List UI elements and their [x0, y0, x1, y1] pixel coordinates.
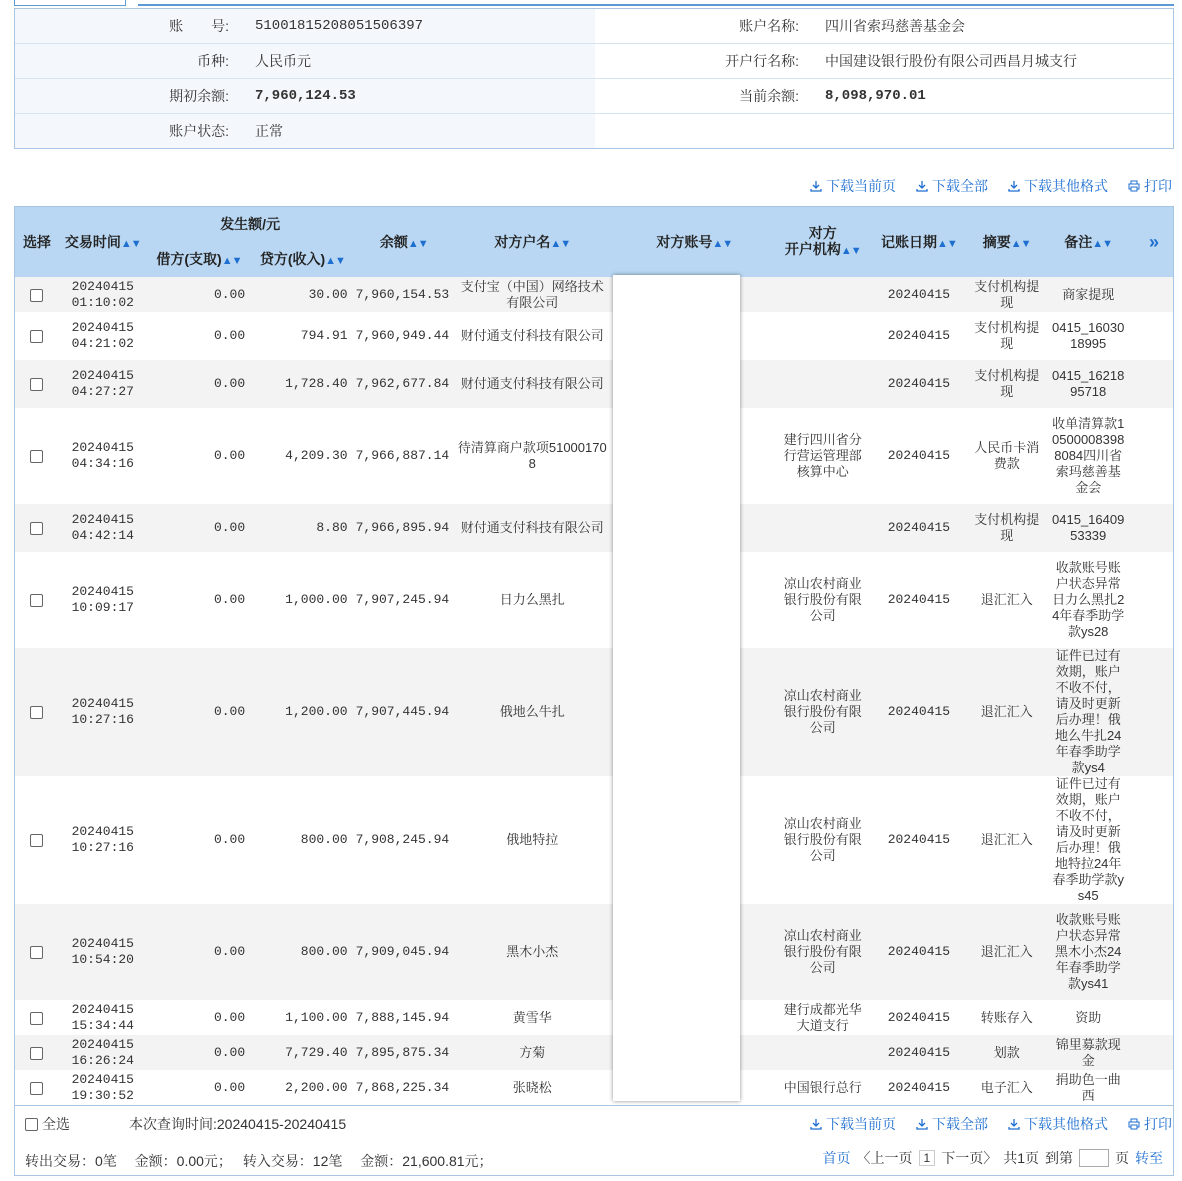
- current-page: 1: [919, 1150, 936, 1166]
- cell-bank: [778, 504, 868, 552]
- cell-name: 支付宝（中国）网络技术有限公司: [454, 277, 611, 312]
- cell-debit: 0.00: [147, 648, 252, 776]
- goto-label: 到第: [1045, 1150, 1073, 1166]
- cell-note: 证件已过有效期，账户不收不付，请及时更新后办理！俄地么牛扎24年春季助学款ys4: [1043, 648, 1133, 776]
- cell-time: 20240415 10:54:20: [59, 904, 147, 1000]
- cell-summary: 退汇汇入: [970, 648, 1043, 776]
- cell-select: [15, 648, 59, 776]
- pagination: [823, 1148, 1163, 1168]
- transaction-rows: [15, 277, 1174, 1105]
- cell-balance: 7,907,445.94: [354, 648, 454, 776]
- print-link[interactable]: 打印: [1128, 176, 1172, 196]
- select-all-label: 全选: [42, 1116, 70, 1132]
- cell-note: 锦里募款现金: [1043, 1035, 1133, 1070]
- cell-post: 20240415: [868, 904, 970, 1000]
- cell-name: 俄地么牛扎: [454, 648, 611, 776]
- cell-note: 证件已过有效期，账户不收不付，请及时更新后办理！俄地特拉24年春季助学款ys45: [1043, 776, 1133, 904]
- download-other-format-link[interactable]: 下载其他格式: [1008, 176, 1108, 196]
- cell-spacer: [1133, 1070, 1174, 1105]
- table-row[interactable]: [15, 776, 1174, 904]
- cell-select: [15, 312, 59, 360]
- cell-note: 0415_1621895718: [1043, 360, 1133, 408]
- cell-credit: 1,728.40: [251, 360, 353, 408]
- cell-time: 20240415 15:34:44: [59, 1000, 147, 1035]
- account-status-value: 正常: [245, 114, 595, 148]
- tab-underline: [138, 4, 1174, 6]
- cell-post: 20240415: [868, 776, 970, 904]
- cell-post: 20240415: [868, 1035, 970, 1070]
- download-icon: [1008, 180, 1020, 192]
- row-checkbox[interactable]: [30, 378, 43, 391]
- cell-summary: 人民币卡消费款: [970, 408, 1043, 504]
- table-row[interactable]: [15, 904, 1174, 1000]
- table-row[interactable]: [15, 1000, 1174, 1035]
- cell-post: 20240415: [868, 360, 970, 408]
- cell-balance: 7,960,949.44: [354, 312, 454, 360]
- download-icon: [916, 180, 928, 192]
- download-icon: [810, 180, 822, 192]
- account-name-label: 账户名称:: [739, 18, 799, 34]
- cell-bank: 凉山农村商业银行股份有限公司: [778, 552, 868, 648]
- total-pages: 共1页: [1003, 1150, 1039, 1166]
- table-row[interactable]: [15, 1035, 1174, 1070]
- cell-debit: 0.00: [147, 1035, 252, 1070]
- cell-select: [15, 904, 59, 1000]
- cell-debit: 0.00: [147, 277, 252, 312]
- cell-spacer: [1133, 312, 1174, 360]
- table-row[interactable]: [15, 408, 1174, 504]
- cell-bank: 凉山农村商业银行股份有限公司: [778, 648, 868, 776]
- cell-debit: 0.00: [147, 312, 252, 360]
- cell-balance: 7,907,245.94: [354, 552, 454, 648]
- cell-credit: 4,209.30: [251, 408, 353, 504]
- cell-credit: 1,200.00: [251, 648, 353, 776]
- cell-time: 20240415 04:21:02: [59, 312, 147, 360]
- cell-post: 20240415: [868, 408, 970, 504]
- cell-time: 20240415 04:34:16: [59, 408, 147, 504]
- opening-balance-value: 7,960,124.53: [245, 79, 595, 113]
- cell-spacer: [1133, 504, 1174, 552]
- cell-bank: [778, 277, 868, 312]
- row-checkbox[interactable]: [30, 450, 43, 463]
- cell-credit: 7,729.40: [251, 1035, 353, 1070]
- cell-name: 财付通支付科技有限公司: [454, 312, 611, 360]
- cell-debit: 0.00: [147, 408, 252, 504]
- table-row[interactable]: [15, 552, 1174, 648]
- currency-label: 币种:: [15, 44, 245, 78]
- currency-value: 人民币元: [245, 44, 595, 78]
- account-status-label: 账户状态:: [15, 114, 245, 148]
- cell-summary: 划款: [970, 1035, 1043, 1070]
- table-row[interactable]: [15, 277, 1174, 312]
- cell-time: 20240415 10:27:16: [59, 776, 147, 904]
- bank-name-label: 开户行名称:: [725, 53, 799, 69]
- printer-icon: [1128, 180, 1140, 192]
- cell-debit: 0.00: [147, 1000, 252, 1035]
- cell-time: 20240415 10:27:16: [59, 648, 147, 776]
- cell-balance: 7,888,145.94: [354, 1000, 454, 1035]
- account-name-value: 四川省索玛慈善基金会: [825, 18, 965, 34]
- cell-time: 20240415 10:09:17: [59, 552, 147, 648]
- cell-note: 捐助色一曲西: [1043, 1070, 1133, 1105]
- col-amount-group: 发生额/元: [147, 207, 354, 241]
- prev-page-link[interactable]: 〈上一页: [856, 1150, 913, 1166]
- cell-note: 0415_1603018995: [1043, 312, 1133, 360]
- current-balance-label: 当前余额:: [739, 88, 799, 104]
- transaction-table: [15, 207, 1174, 1105]
- col-select: 选择: [15, 207, 59, 277]
- download-icon: [810, 1118, 822, 1130]
- col-counterparty-bank[interactable]: 对方 开户机构▲▼: [778, 207, 868, 277]
- cell-select: [15, 504, 59, 552]
- cell-select: [15, 776, 59, 904]
- cell-note: 资助: [1043, 1000, 1133, 1035]
- cell-summary: 支付机构提现: [970, 277, 1043, 312]
- cell-name: 日力么黑扎: [454, 552, 611, 648]
- cell-select: [15, 552, 59, 648]
- table-row[interactable]: [15, 312, 1174, 360]
- cell-select: [15, 360, 59, 408]
- cell-bank: [778, 1035, 868, 1070]
- cell-bank: 凉山农村商业银行股份有限公司: [778, 904, 868, 1000]
- sort-icon: ▲▼: [221, 255, 242, 267]
- bank-name-value: 中国建设银行股份有限公司西昌月城支行: [825, 53, 1077, 69]
- cell-note: 收单清算款105000083988084四川省索玛慈善基金会: [1043, 408, 1133, 504]
- download-all-link[interactable]: 下载全部: [916, 1114, 988, 1134]
- cell-post: 20240415: [868, 552, 970, 648]
- cell-debit: 0.00: [147, 504, 252, 552]
- cell-name: 财付通支付科技有限公司: [454, 504, 611, 552]
- cell-balance: 7,868,225.34: [354, 1070, 454, 1105]
- cell-bank: 建行成都光华大道支行: [778, 1000, 868, 1035]
- col-time[interactable]: 交易时间▲▼: [59, 207, 147, 277]
- col-counterparty-account[interactable]: 对方账号▲▼: [611, 207, 778, 277]
- cell-credit: 794.91: [251, 312, 353, 360]
- sort-icon: ▲▼: [712, 238, 733, 250]
- sort-icon: ▲▼: [1010, 238, 1031, 250]
- cell-spacer: [1133, 1000, 1174, 1035]
- cell-summary: 转账存入: [970, 1000, 1043, 1035]
- sort-icon: ▲▼: [325, 255, 345, 267]
- cell-spacer: [1133, 277, 1174, 312]
- sort-icon: ▲▼: [937, 238, 957, 250]
- cell-credit: 8.80: [251, 504, 353, 552]
- cell-summary: 支付机构提现: [970, 504, 1043, 552]
- cell-balance: 7,895,875.34: [354, 1035, 454, 1070]
- cell-debit: 0.00: [147, 360, 252, 408]
- cell-spacer: [1133, 552, 1174, 648]
- cell-spacer: [1133, 648, 1174, 776]
- cell-debit: 0.00: [147, 776, 252, 904]
- cell-credit: 1,000.00: [251, 552, 353, 648]
- active-tab[interactable]: [14, 0, 126, 6]
- cell-balance: 7,908,245.94: [354, 776, 454, 904]
- download-page-link[interactable]: 下载当前页: [810, 176, 896, 196]
- cell-debit: 0.00: [147, 904, 252, 1000]
- current-balance-value: 8,098,970.01: [825, 88, 926, 104]
- download-other-format-link[interactable]: 下载其他格式: [1008, 1114, 1108, 1134]
- sort-icon: ▲▼: [1092, 238, 1113, 250]
- next-page-link[interactable]: 下一页〉: [941, 1150, 998, 1166]
- sort-icon: ▲▼: [407, 238, 428, 250]
- row-checkbox[interactable]: [30, 1082, 43, 1095]
- cell-debit: 0.00: [147, 1070, 252, 1105]
- cell-bank: [778, 312, 868, 360]
- cell-spacer: [1133, 360, 1174, 408]
- cell-summary: 支付机构提现: [970, 312, 1043, 360]
- cell-balance: 7,960,154.53: [354, 277, 454, 312]
- cell-name: 黄雪华: [454, 1000, 611, 1035]
- table-row[interactable]: [15, 1070, 1174, 1105]
- printer-icon: [1128, 1118, 1140, 1130]
- print-link[interactable]: 打印: [1128, 1114, 1172, 1134]
- top-tab-strip: [14, 0, 1174, 6]
- cell-post: 20240415: [868, 277, 970, 312]
- sort-icon: ▲▼: [840, 245, 861, 257]
- col-summary[interactable]: 摘要▲▼: [970, 207, 1043, 277]
- query-time: 本次查询时间:20240415-20240415: [129, 1116, 347, 1132]
- top-actions: [810, 176, 1172, 196]
- cell-time: 20240415 01:10:02: [59, 277, 147, 312]
- transaction-summary: 转出交易：0笔 金额：0.00元； 转入交易：12笔 金额：21,600.81元；: [25, 1153, 493, 1169]
- sort-icon: ▲▼: [550, 238, 571, 250]
- cell-balance: 7,966,895.94: [354, 504, 454, 552]
- cell-select: [15, 1000, 59, 1035]
- cell-note: 收款账号账户状态异常黑木小杰24年春季助学款ys41: [1043, 904, 1133, 1000]
- account-number-label: 账 号:: [15, 9, 245, 43]
- opening-balance-label: 期初余额:: [15, 79, 245, 113]
- col-counterparty-name[interactable]: 对方户名▲▼: [454, 207, 611, 277]
- cell-post: 20240415: [868, 312, 970, 360]
- row-checkbox[interactable]: [30, 706, 43, 719]
- row-checkbox[interactable]: [30, 946, 43, 959]
- row-checkbox[interactable]: [30, 834, 43, 847]
- bottom-actions: [810, 1114, 1172, 1134]
- cell-spacer: [1133, 1035, 1174, 1070]
- cell-bank: 凉山农村商业银行股份有限公司: [778, 776, 868, 904]
- cell-note: 商家提现: [1043, 277, 1133, 312]
- cell-select: [15, 1035, 59, 1070]
- row-checkbox[interactable]: [30, 1012, 43, 1025]
- table-row[interactable]: [15, 360, 1174, 408]
- row-checkbox[interactable]: [30, 522, 43, 535]
- cell-select: [15, 1070, 59, 1105]
- goto-page-input[interactable]: [1079, 1149, 1109, 1167]
- cell-summary: 电子汇入: [970, 1070, 1043, 1105]
- cell-bank: 中国银行总行: [778, 1070, 868, 1105]
- page-unit-label: 页: [1115, 1150, 1129, 1166]
- col-note[interactable]: 备注▲▼: [1043, 207, 1133, 277]
- select-all-checkbox[interactable]: [25, 1118, 38, 1131]
- account-info-panel: [14, 8, 1174, 149]
- download-icon: [1008, 1118, 1020, 1130]
- row-checkbox[interactable]: [30, 594, 43, 607]
- cell-note: 0415_1640953339: [1043, 504, 1133, 552]
- cell-post: 20240415: [868, 1000, 970, 1035]
- row-checkbox[interactable]: [30, 1047, 43, 1060]
- redaction-overlay: [613, 275, 740, 1101]
- cell-time: 20240415 16:26:24: [59, 1035, 147, 1070]
- table-row[interactable]: [15, 504, 1174, 552]
- col-credit[interactable]: 贷方(收入)▲▼: [251, 241, 353, 277]
- cell-bank: 建行四川省分行营运管理部核算中心: [778, 408, 868, 504]
- sort-icon: ▲▼: [120, 238, 141, 250]
- account-number-value: 51001815208051506397: [245, 9, 595, 43]
- col-post-date[interactable]: 记账日期▲▼: [868, 207, 970, 277]
- cell-spacer: [1133, 408, 1174, 504]
- cell-balance: 7,909,045.94: [354, 904, 454, 1000]
- cell-credit: 2,200.00: [251, 1070, 353, 1105]
- cell-name: 方菊: [454, 1035, 611, 1070]
- cell-name: 张晓松: [454, 1070, 611, 1105]
- cell-credit: 800.00: [251, 776, 353, 904]
- cell-time: 20240415 19:30:52: [59, 1070, 147, 1105]
- cell-name: 黑木小杰: [454, 904, 611, 1000]
- table-row[interactable]: [15, 648, 1174, 776]
- cell-time: 20240415 04:42:14: [59, 504, 147, 552]
- cell-note: 收款账号账户状态异常日力么黑扎24年春季助学款ys28: [1043, 552, 1133, 648]
- cell-name: 待清算商户款项510001708: [454, 408, 611, 504]
- cell-balance: 7,962,677.84: [354, 360, 454, 408]
- cell-spacer: [1133, 904, 1174, 1000]
- cell-name: 俄地特拉: [454, 776, 611, 904]
- first-page-link[interactable]: 首页: [822, 1150, 851, 1166]
- goto-button[interactable]: 转至: [1135, 1150, 1163, 1166]
- cell-post: 20240415: [868, 648, 970, 776]
- expand-columns-button[interactable]: »: [1133, 207, 1174, 277]
- cell-summary: 支付机构提现: [970, 360, 1043, 408]
- cell-credit: 1,100.00: [251, 1000, 353, 1035]
- cell-spacer: [1133, 776, 1174, 904]
- col-debit[interactable]: 借方(支取)▲▼: [147, 241, 252, 277]
- cell-post: 20240415: [868, 1070, 970, 1105]
- download-all-link[interactable]: 下载全部: [916, 176, 988, 196]
- col-balance[interactable]: 余额▲▼: [354, 207, 454, 277]
- row-checkbox[interactable]: [30, 330, 43, 343]
- cell-balance: 7,966,887.14: [354, 408, 454, 504]
- cell-debit: 0.00: [147, 552, 252, 648]
- cell-select: [15, 277, 59, 312]
- cell-select: [15, 408, 59, 504]
- cell-credit: 30.00: [251, 277, 353, 312]
- cell-name: 财付通支付科技有限公司: [454, 360, 611, 408]
- download-icon: [916, 1118, 928, 1130]
- cell-time: 20240415 04:27:27: [59, 360, 147, 408]
- cell-bank: [778, 360, 868, 408]
- cell-summary: 退汇汇入: [970, 904, 1043, 1000]
- row-checkbox[interactable]: [30, 289, 43, 302]
- transaction-table-wrapper: [14, 206, 1174, 1106]
- cell-summary: 退汇汇入: [970, 776, 1043, 904]
- cell-credit: 800.00: [251, 904, 353, 1000]
- cell-post: 20240415: [868, 504, 970, 552]
- cell-summary: 退汇汇入: [970, 552, 1043, 648]
- download-page-link[interactable]: 下载当前页: [810, 1114, 896, 1134]
